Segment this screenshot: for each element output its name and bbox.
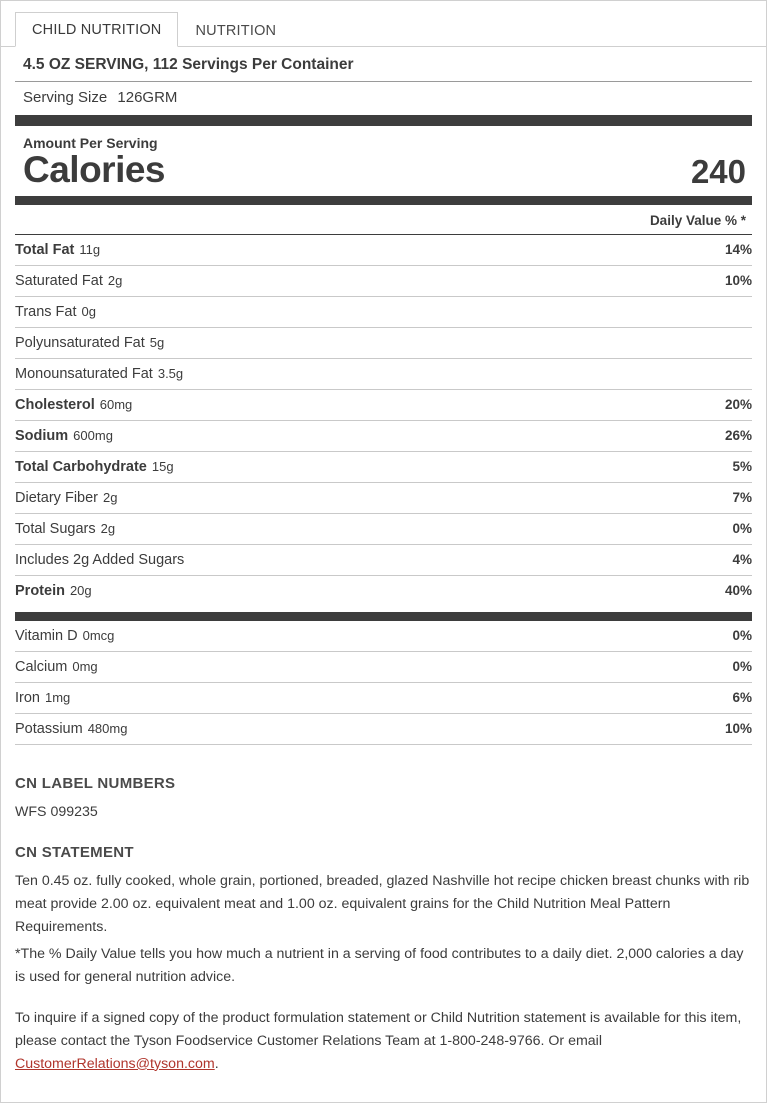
cn-statement-body: Ten 0.45 oz. fully cooked, whole grain, portioned, breaded, glazed Nashville hot recipe chicken breast chunks with rib meat provide 2.00 oz. equivalent meat and 1.00 oz. equivalent grains for the Child Nutrition Meal Pattern Requirements. [15, 872, 750, 935]
calories-label: Calories [23, 149, 166, 190]
nutrient-amount: 15g [151, 458, 174, 474]
divider-thick-mid [15, 196, 752, 205]
vitamin-amount: 0mg [72, 658, 98, 674]
table-row [15, 389, 752, 420]
nutrient-name: Total Carbohydrate [15, 458, 147, 475]
nutrient-name: Includes 2g Added Sugars [15, 551, 185, 568]
vitamin-amount: 0mcg [82, 627, 115, 643]
nutrient-amount: 2g [100, 520, 116, 536]
table-row [15, 296, 752, 327]
serving-line: 4.5 OZ SERVING, 112 Servings Per Container [15, 47, 752, 82]
nutrient-name: Cholesterol [15, 396, 95, 413]
table-row [15, 451, 752, 482]
nutrient-amount: 2g [103, 489, 118, 505]
table-row [15, 482, 752, 513]
table-row [15, 235, 752, 266]
nutrient-pct: 14% [653, 235, 752, 266]
vitamin-name: Potassium [15, 720, 83, 737]
nutrient-table [15, 235, 752, 606]
cn-statement-section [1, 844, 766, 1076]
serving-size-value: 126GRM [117, 89, 178, 106]
table-row [15, 682, 752, 713]
nutrient-amount: 0g [81, 303, 96, 319]
nutrient-pct: 5% [653, 451, 752, 482]
nutrient-pct: 7% [653, 482, 752, 513]
nutrient-pct: 4% [653, 544, 752, 575]
vitamin-pct: 0% [609, 621, 752, 652]
nutrient-name: Polyunsaturated Fat [15, 334, 145, 351]
daily-value-header: Daily Value % * [15, 205, 752, 235]
nutrient-amount: 60mg [99, 396, 133, 412]
nutrient-amount: 11g [79, 241, 101, 257]
tab-nutrition[interactable] [178, 13, 293, 47]
vitamin-pct: 10% [609, 713, 752, 744]
cn-label-title: CN LABEL NUMBERS [15, 774, 176, 792]
tab-child-nutrition-label: CHILD NUTRITION [32, 22, 162, 38]
daily-value-footnote: *The % Daily Value tells you how much a nutrient in a serving of food contributes to a daily diet. 2,000 calories a day is used for general nutrition advice. [15, 945, 744, 985]
nutrient-amount: 20g [69, 582, 92, 598]
serving-size-row [15, 82, 752, 113]
nutrient-name: Monounsaturated Fat [15, 365, 153, 382]
customer-relations-email-link[interactable]: CustomerRelations@tyson.com [15, 1055, 215, 1072]
contact-text-before: To inquire if a signed copy of the product formulation statement or Child Nutrition statement is available for this item, please contact the Tyson Foodservice Customer Relations Team at 1-800-248-9766. Or email [15, 1009, 742, 1049]
cn-label-value: WFS 099235 [15, 803, 98, 820]
cn-label-section [1, 775, 766, 824]
nutrient-pct: 0% [653, 513, 752, 544]
nutrient-name: Total Sugars [15, 520, 96, 537]
table-row [15, 513, 752, 544]
table-row [15, 575, 752, 606]
vitamin-name: Vitamin D [15, 627, 78, 644]
nutrient-pct [653, 296, 752, 327]
nutrient-amount [184, 552, 189, 567]
nutrient-pct [653, 327, 752, 358]
table-row [15, 544, 752, 575]
nutrient-name: Dietary Fiber [15, 489, 98, 506]
nutrient-amount: 2g [107, 272, 123, 288]
nutrient-pct [653, 358, 752, 389]
nutrient-pct: 40% [724, 582, 752, 598]
nutrient-pct: 10% [653, 265, 752, 296]
nutrient-amount: 600mg [73, 427, 113, 443]
vitamin-name: Iron [15, 689, 40, 706]
calories-row [15, 151, 752, 196]
vitamin-amount: 480mg [87, 720, 128, 736]
table-row [15, 713, 752, 744]
tab-child-nutrition[interactable] [15, 12, 178, 47]
vitamin-pct: 0% [609, 651, 752, 682]
nutrient-name: Trans Fat [15, 303, 77, 320]
table-row [15, 420, 752, 451]
table-row [15, 651, 752, 682]
vitamin-pct: 6% [609, 682, 752, 713]
nutrient-amount: 3.5g [157, 365, 184, 381]
contact-text-after: . [214, 1055, 219, 1072]
vitamin-name: Calcium [15, 658, 68, 675]
nutrient-pct: 20% [653, 389, 752, 420]
table-row [15, 327, 752, 358]
amount-per-serving-label: Amount Per Serving [23, 135, 158, 151]
calories-value: 240 [690, 153, 746, 191]
tab-bar [1, 1, 766, 47]
table-row [15, 358, 752, 389]
nutrition-facts-panel [1, 47, 766, 755]
tab-nutrition-label: NUTRITION [195, 23, 277, 39]
contact-paragraph [15, 1007, 752, 1076]
nutrient-name: Saturated Fat [15, 272, 103, 289]
divider-thick-bottom [15, 612, 752, 621]
nutrient-name: Sodium [15, 427, 69, 444]
nutrient-name: Protein [15, 582, 65, 599]
cn-statement-title: CN STATEMENT [15, 843, 134, 861]
vitamin-amount: 1mg [45, 689, 71, 705]
vitamin-table [15, 621, 752, 745]
divider-thick-top [15, 115, 752, 126]
table-row [15, 621, 752, 652]
nutrient-name: Total Fat [15, 241, 75, 258]
table-row [15, 265, 752, 296]
nutrient-pct: 26% [653, 420, 752, 451]
serving-size-label: Serving Size [23, 89, 108, 106]
spacer [15, 993, 752, 1007]
nutrient-amount: 5g [149, 334, 165, 350]
